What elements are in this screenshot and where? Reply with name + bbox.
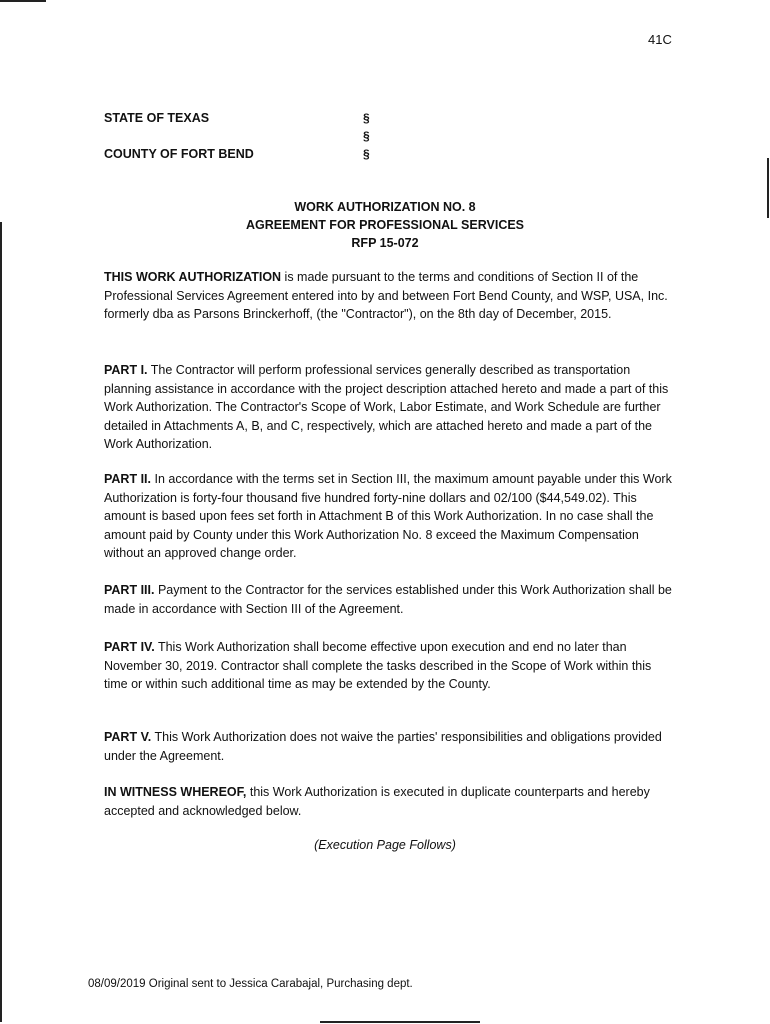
title-line: RFP 15-072 xyxy=(351,236,419,250)
section-symbol: § xyxy=(363,111,370,125)
scan-artifact-left-edge xyxy=(0,222,2,1022)
paragraph-text: this Work Authorization is executed in duplicate counterparts and hereby accepted and acknowledged below. xyxy=(104,785,650,818)
witness-paragraph xyxy=(104,783,672,820)
section-symbol: § xyxy=(363,147,370,161)
paragraph-text: Payment to the Contractor for the services established under this Work Authorization shall be made in accordance with Section III of the Agreement. xyxy=(104,583,672,616)
paragraph-text: In accordance with the terms set in Section III, the maximum amount payable under this Work Authorization is forty-four thousand five hundred forty-nine dollars and 02/100 ($44,549.02). This amount is based upon fees set forth in Attachment B of this Work Authorization. In no case shall the amount paid by County under this Work Authorization No. 8 exceed the Maximum Compensation without an approved change order. xyxy=(104,472,672,560)
execution-page-note: (Execution Page Follows) xyxy=(314,838,456,852)
venue-county: COUNTY OF FORT BEND xyxy=(104,147,254,161)
paragraph-text: This Work Authorization shall become effective upon execution and end no later than November 30, 2019. Contractor shall complete the tasks described in the Scope of Work within this time or within such additional time as may be extended by the County. xyxy=(104,640,652,691)
scan-artifact-bottom xyxy=(320,1021,480,1023)
part-4-paragraph xyxy=(104,638,672,694)
paragraph-text: is made pursuant to the terms and conditions of Section II of the Professional Services Agreement entered into by and between Fort Bend County, and WSP, USA, Inc. formerly dba as Parsons Brinckerhoff, (the "Contractor"), on the 8th day of December, 2015. xyxy=(104,270,668,321)
part-5-paragraph xyxy=(104,728,672,765)
intro-paragraph xyxy=(104,268,672,324)
title-line: AGREEMENT FOR PROFESSIONAL SERVICES xyxy=(245,218,525,232)
paragraph-text: The Contractor will perform professional services generally described as transportation planning assistance in accordance with the project description attached hereto and made a part of this Work Authorization. The Contractor's Scope of Work, Labor Estimate, and Work Schedule are further detailed in Attachments A, B, and C, respectively, which are attached hereto and made a part of the Work Authorization. xyxy=(104,363,669,451)
document-title xyxy=(0,198,770,252)
paragraph-lead: PART V. xyxy=(104,730,152,744)
section-symbol: § xyxy=(363,129,370,143)
paragraph-lead: IN WITNESS WHEREOF, xyxy=(104,785,247,799)
part-2-paragraph xyxy=(104,470,672,563)
title-line: WORK AUTHORIZATION NO. 8 xyxy=(294,200,476,214)
paragraph-lead: PART II. xyxy=(104,472,151,486)
paragraph-lead: THIS WORK AUTHORIZATION xyxy=(104,270,282,284)
footer-note: 08/09/2019 Original sent to Jessica Carabajal, Purchasing dept. xyxy=(88,978,413,990)
part-1-paragraph xyxy=(104,361,672,454)
part-3-paragraph xyxy=(104,581,672,618)
venue-state: STATE OF TEXAS xyxy=(104,111,210,125)
paragraph-lead: PART III. xyxy=(104,583,155,597)
scan-artifact-top-left xyxy=(0,0,46,2)
paragraph-text: This Work Authorization does not waive the parties' responsibilities and obligations provided under the Agreement. xyxy=(104,730,662,763)
paragraph-lead: PART I. xyxy=(104,363,148,377)
paragraph-lead: PART IV. xyxy=(104,640,155,654)
page-number: 41C xyxy=(648,32,672,47)
